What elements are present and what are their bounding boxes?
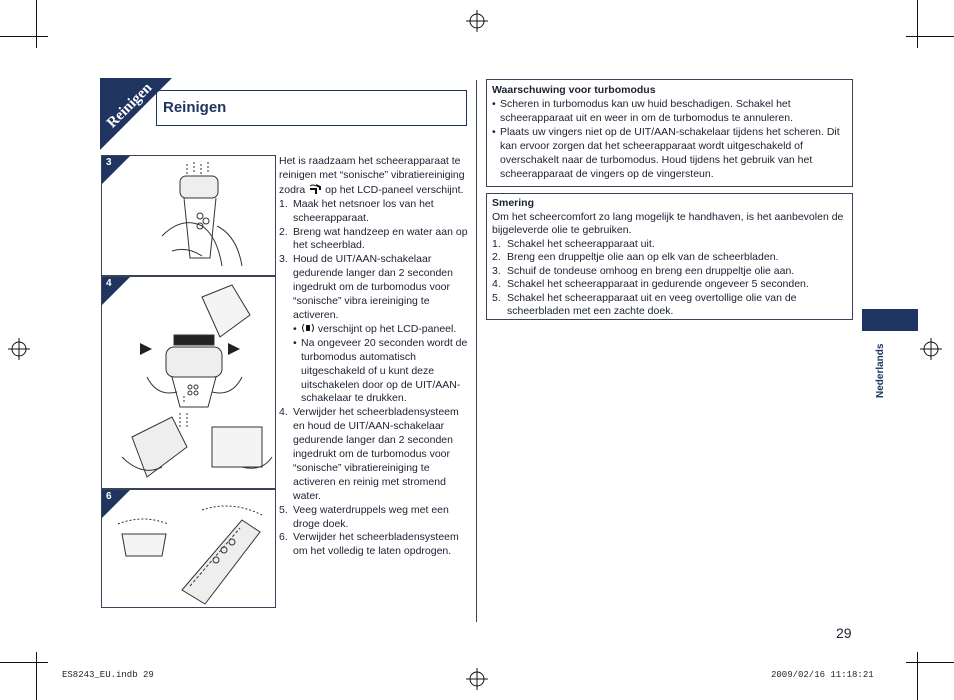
lubrication-intro: Om het scheercomfort zo lang mogelijk te handhaven, is het aanbevolen de bijgeleverde olie te gebruiken. [492,210,844,236]
instruction-sub-bullet: • verschijnt op het LCD-paneel. [293,322,457,335]
shaver-soap-illustration [102,156,276,276]
crop-mark [0,662,48,663]
instruction-step: 5. Veeg waterdruppels weg met een droge doek. [279,503,449,530]
shaver-cleaning-illustration [102,277,276,489]
language-label: Nederlands [875,343,886,398]
shaver-drying-illustration [102,490,276,608]
lubrication-box [486,193,853,320]
illustration-panel-3 [101,155,276,276]
warning-title: Waarschuwing voor turbomodus [492,84,656,96]
lubrication-step: 5. Schakel het scheerapparaat uit en veeg overtollige olie van de scheerbladen met een zachte doek. [492,291,797,317]
illustration-panel-4 [101,276,276,489]
footer-file: ES8243_EU.indb 29 [62,670,154,680]
registration-mark-icon [8,338,30,360]
registration-mark-icon [920,338,942,360]
instructions-intro: Het is raadzaam het scheerapparaat te reinigen met “sonische” vibratiereiniging zodra op het LCD-paneel verschijnt. [279,155,465,196]
crop-mark [917,652,918,700]
registration-mark-icon [466,668,488,690]
cleaning-instructions [279,155,469,559]
column-divider [476,80,477,622]
crop-mark [917,0,918,48]
crop-mark [0,36,48,37]
warning-box [486,79,853,187]
panel-number: 6 [106,491,112,502]
panel-number: 3 [106,157,112,168]
page-title: Reinigen [163,99,227,116]
instruction-step: 3. Houd de UIT/AAN-schakelaar gedurende langer dan 2 seconden ingedrukt om de turbomodus voor “sonische” vibra iereiniging te activeren. [279,253,453,321]
illustration-panel-6 [101,489,276,608]
crop-mark [906,36,954,37]
crop-mark [36,0,37,48]
instruction-step: 2. Breng wat handzeep en water aan op het scheerblad. [279,225,468,252]
sonic-clean-icon [308,183,322,195]
vibration-icon [301,323,315,333]
instruction-step: 4. Verwijder het scheerbladensysteem en houd de UIT/AAN-schakelaar gedurende langer dan 2 seconden ingedrukt om de turbomodus voor “sonische” vibratiereiniging te activeren en reinig met stromend water. [279,406,459,502]
lubrication-step: 1. Schakel het scheerapparaat uit. [492,237,655,250]
crop-mark [906,662,954,663]
instruction-sub-bullet: • Na ongeveer 20 seconden wordt de turbomodus automatisch uitgeschakeld of u kunt deze uitschakelen door op de UIT/AAN-schakelaar te drukken. [293,336,468,405]
page-number: 29 [836,625,852,641]
instruction-step: 6. Verwijder het scheerbladensysteem om het volledig te laten opdrogen. [279,531,459,558]
lubrication-step: 4. Schakel het scheerapparaat in gedurende ongeveer 5 seconden. [492,278,809,290]
lubrication-step: 3. Schuif de tondeuse omhoog en breng een druppeltje olie aan. [492,264,795,277]
instruction-step: 1. Maak het netsnoer los van het scheerapparaat. [279,197,434,224]
crop-mark [36,652,37,700]
registration-mark-icon [466,10,488,32]
lubrication-title: Smering [492,197,535,209]
section-badge-text: Reinigen [104,79,156,132]
footer-timestamp: 2009/02/16 11:18:21 [771,670,874,680]
panel-number: 4 [106,278,112,289]
language-tab [862,309,918,331]
warning-item: • Scheren in turbomodus kan uw huid beschadigen. Schakel het scheerapparaat uit en weer in om de turbomodus te annuleren. [492,98,794,124]
warning-item: • Plaats uw vingers niet op de UIT/AAN-schakelaar tijdens het scheren. Dit kan ervoor zorgen dat het scheerapparaat wordt uitgeschakeld of overschakelt naar de turbomodus. Houd tijdens het gebruik van het scheerapparaat de vingers op de vingersteun. [492,126,840,180]
lubrication-step: 2. Breng een druppeltje olie aan op elk van de scheerbladen. [492,251,779,263]
